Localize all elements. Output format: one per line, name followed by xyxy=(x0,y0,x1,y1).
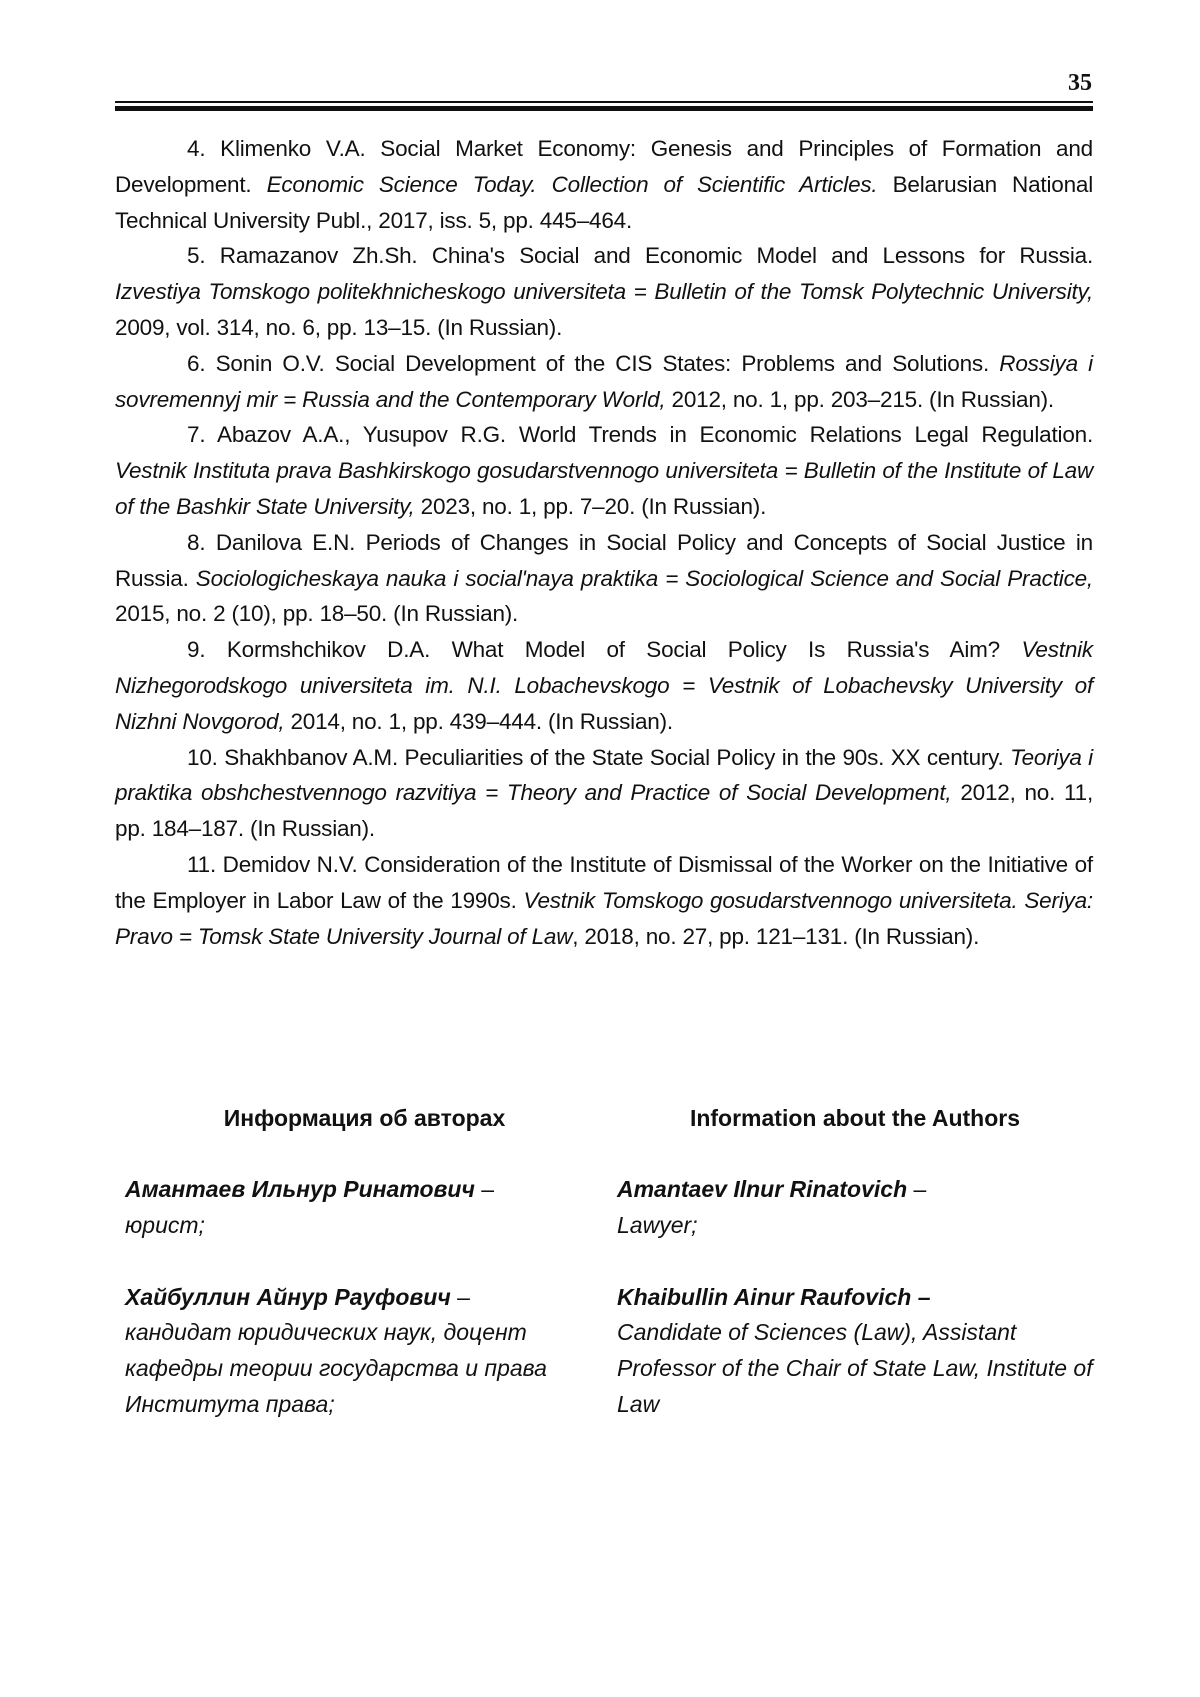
reference-details: 2023, no. 1, pp. 7–20. (In Russian). xyxy=(420,493,767,519)
reference-title: Shakhbanov A.M. Peculiarities of the State Social Policy in the 90s. XX century. xyxy=(224,744,1004,770)
reference-details: 2012, no. 11, pp. 184–187. (In Russian). xyxy=(115,780,1093,842)
authors-en xyxy=(604,1100,1093,1459)
reference-details: 2014, no. 1, pp. 439–444. (In Russian). xyxy=(290,708,673,734)
reference-number: 5. xyxy=(187,243,206,269)
reference-title: Abazov A.A., Yusupov R.G. World Trends in Economic Relations Legal Regulation. xyxy=(217,422,1093,448)
reference-number: 9. xyxy=(187,637,206,663)
reference-number: 8. xyxy=(187,529,206,555)
authors-ru-heading: Информация об авторах xyxy=(223,1105,506,1131)
header-rule-thick xyxy=(115,106,1093,111)
author-ru-1: Амантаев Ильнур Ринатович – юрист; xyxy=(125,1176,495,1238)
reference-title: Kormshchikov D.A. What Model of Social Policy Is Russia's Aim? xyxy=(226,637,1000,663)
reference-item xyxy=(115,740,1093,847)
reference-number: 11. xyxy=(187,851,217,877)
reference-title: Demidov N.V. Consideration of the Institute of Dismissal of the Worker on the Initiative of the Employer in Labor Law of the 1990s. xyxy=(115,851,1093,913)
header-rule-thin xyxy=(115,101,1093,103)
reference-item xyxy=(115,238,1093,345)
references-list xyxy=(115,131,1093,954)
reference-journal: Izvestiya Tomskogo politekhnicheskogo universiteta = Bulletin of the Tomsk Polytechnic University, xyxy=(115,279,1093,305)
reference-item xyxy=(115,847,1093,954)
reference-item xyxy=(115,346,1093,418)
author-ru-2: Хайбуллин Айнур Рауфович – кандидат юридических наук, доцент кафедры теории государства и права Института права; xyxy=(125,1283,547,1417)
reference-journal: Vestnik Nizhegorodskogo universiteta im. N.I. Lobachevskogo = Vestnik of Lobachevsky University of Nizhni Novgorod, xyxy=(115,637,1093,734)
reference-item xyxy=(115,417,1093,524)
reference-number: 7. xyxy=(187,422,206,448)
reference-title: Sonin O.V. Social Development of the CIS States: Problems and Solutions. xyxy=(215,350,990,376)
author-en-2: Khaibullin Ainur Raufovich – Candidate of Sciences (Law), Assistant Professor of the Chair of State Law, Institute of Law xyxy=(617,1283,1093,1417)
reference-journal: Sociologicheskaya nauka i social'naya praktika = Sociological Science and Social Practice, xyxy=(195,565,1093,591)
reference-journal: Rossiya i sovremennyj mir = Russia and the Contemporary World, xyxy=(115,350,1093,412)
author-en-1: Amantaev Ilnur Rinatovich – Lawyer; xyxy=(617,1176,927,1238)
reference-title: Danilova E.N. Periods of Changes in Social Policy and Concepts of Social Justice in Russia. xyxy=(115,529,1093,591)
reference-number: 10. xyxy=(187,744,218,770)
reference-item xyxy=(115,131,1093,238)
reference-details: 2015, no. 2 (10), pp. 18–50. (In Russian). xyxy=(115,601,519,627)
reference-item xyxy=(115,632,1093,739)
reference-details: 2012, no. 1, pp. 203–215. (In Russian). xyxy=(671,386,1054,412)
reference-details: Belarusian National Technical University Publ., 2017, iss. 5, pp. 445–464. xyxy=(115,171,1094,233)
reference-number: 4. xyxy=(187,136,206,161)
reference-details: , 2018, no. 27, pp. 121–131. (In Russian). xyxy=(572,923,980,949)
reference-item xyxy=(115,525,1093,632)
authors-en-heading: Information about the Authors xyxy=(689,1105,1021,1131)
reference-journal: Economic Science Today. Collection of Scientific Articles. xyxy=(266,171,878,197)
page-number: 35 xyxy=(1068,70,1092,96)
authors-info xyxy=(115,1100,1093,1459)
reference-title: Ramazanov Zh.Sh. China's Social and Economic Model and Lessons for Russia. xyxy=(219,243,1093,269)
reference-details: 2009, vol. 314, no. 6, pp. 13–15. (In Russian). xyxy=(115,314,563,340)
reference-journal: Teoriya i praktika obshchestvennogo razvitiya = Theory and Practice of Social Development, xyxy=(115,744,1093,806)
reference-number: 6. xyxy=(187,350,206,376)
reference-journal: Vestnik Tomskogo gosudarstvennogo universiteta. Seriya: Pravo = Tomsk State University Journal of Law xyxy=(115,887,1093,949)
reference-title: Klimenko V.A. Social Market Economy: Genesis and Principles of Formation and Development. xyxy=(115,136,1093,197)
reference-journal: Vestnik Instituta prava Bashkirskogo gosudarstvennogo universiteta = Bulletin of the Institute of Law of the Bashkir State University, xyxy=(115,458,1093,519)
authors-ru xyxy=(115,1100,604,1459)
